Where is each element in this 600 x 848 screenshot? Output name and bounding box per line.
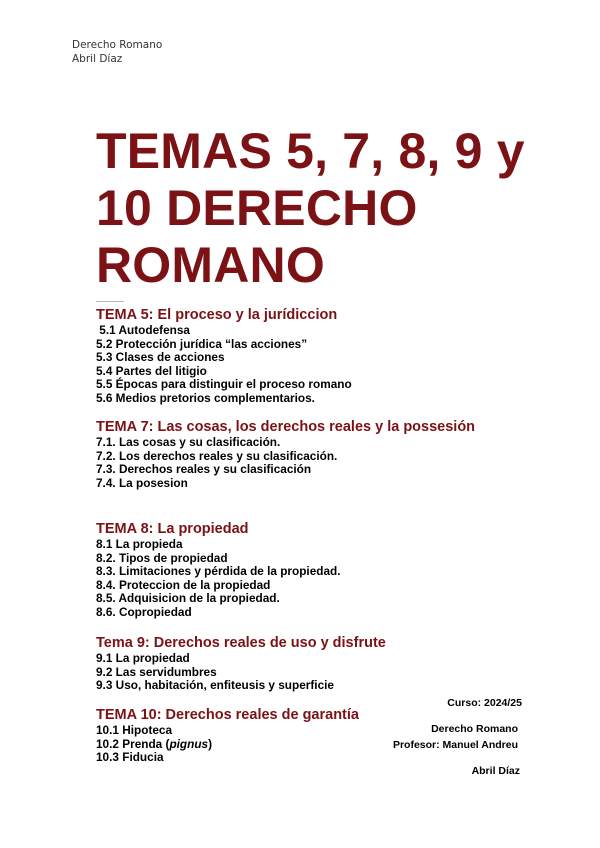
list-item: 10.1 Hipoteca — [96, 723, 173, 737]
list-item: 7.3. Derechos reales y su clasificación — [96, 462, 312, 477]
section-tema-10 — [96, 707, 396, 765]
list-item: 10.3 Fiducia — [96, 750, 164, 765]
section-title: TEMA 7: Las cosas, los derechos reales y la possesión — [96, 419, 476, 435]
list-item: 5.6 Medios pretorios complementarios. — [96, 390, 315, 405]
section-title: TEMA 8: La propiedad — [96, 521, 249, 537]
list-item: 5.3 Clases de acciones — [96, 350, 225, 365]
title-divider — [96, 301, 124, 302]
list-item: 8.6. Copropiedad — [96, 604, 192, 619]
list-item: 8.3. Limitaciones y pérdida de la propiedad. — [96, 564, 341, 579]
item-text: 10.2 Prenda ( — [96, 736, 170, 751]
course-year: Curso: 2024/25 — [447, 697, 522, 709]
document-title: TEMAS 5, 7, 8, 9 y 10 DERECHO ROMANO — [96, 123, 525, 293]
header-author: Abril Díaz — [72, 53, 123, 65]
list-item: 8.4. Proteccion de la propiedad — [96, 577, 271, 592]
section-tema-5 — [96, 307, 504, 406]
list-item: 8.5. Adquisicion de la propiedad. — [96, 591, 280, 606]
course-professor: Profesor: Manuel Andreu — [392, 739, 518, 751]
section-title: TEMA 5: El proceso y la jurídiccion — [96, 307, 338, 323]
list-item: 9.2 Las servidumbres — [96, 664, 217, 679]
item-italic-term: pignus — [169, 736, 209, 751]
list-item: 7.1. Las cosas y su clasificación. — [96, 435, 281, 449]
section-title: TEMA 10: Derechos reales de garantía — [96, 707, 359, 723]
section-tema-7 — [96, 419, 504, 490]
list-item: 5.2 Protección jurídica “las acciones” — [96, 336, 308, 351]
list-item: 5.1 Autodefensa — [96, 323, 190, 337]
list-item: 5.5 Épocas para distinguir el proceso romano — [96, 377, 352, 392]
list-item: 7.2. Los derechos reales y su clasificación. — [96, 448, 338, 463]
list-item: 8.2. Tipos de propiedad — [96, 550, 228, 565]
course-subject: Derecho Romano — [431, 723, 518, 735]
list-item — [96, 738, 396, 752]
list-item: 8.1 La propieda — [96, 537, 183, 551]
list-item: 9.1 La propiedad — [96, 651, 190, 665]
section-tema-9 — [96, 635, 504, 693]
item-text: ) — [208, 736, 213, 751]
section-title: Tema 9: Derechos reales de uso y disfrute — [96, 635, 386, 651]
section-tema-8 — [96, 521, 504, 620]
document-header — [72, 38, 162, 66]
list-item: 7.4. La posesion — [96, 475, 188, 490]
course-student: Abril Díaz — [471, 765, 520, 777]
list-item: 5.4 Partes del litigio — [96, 363, 207, 378]
list-item: 9.3 Uso, habitación, enfiteusis y superficie — [96, 678, 334, 693]
header-subject: Derecho Romano — [72, 39, 163, 51]
